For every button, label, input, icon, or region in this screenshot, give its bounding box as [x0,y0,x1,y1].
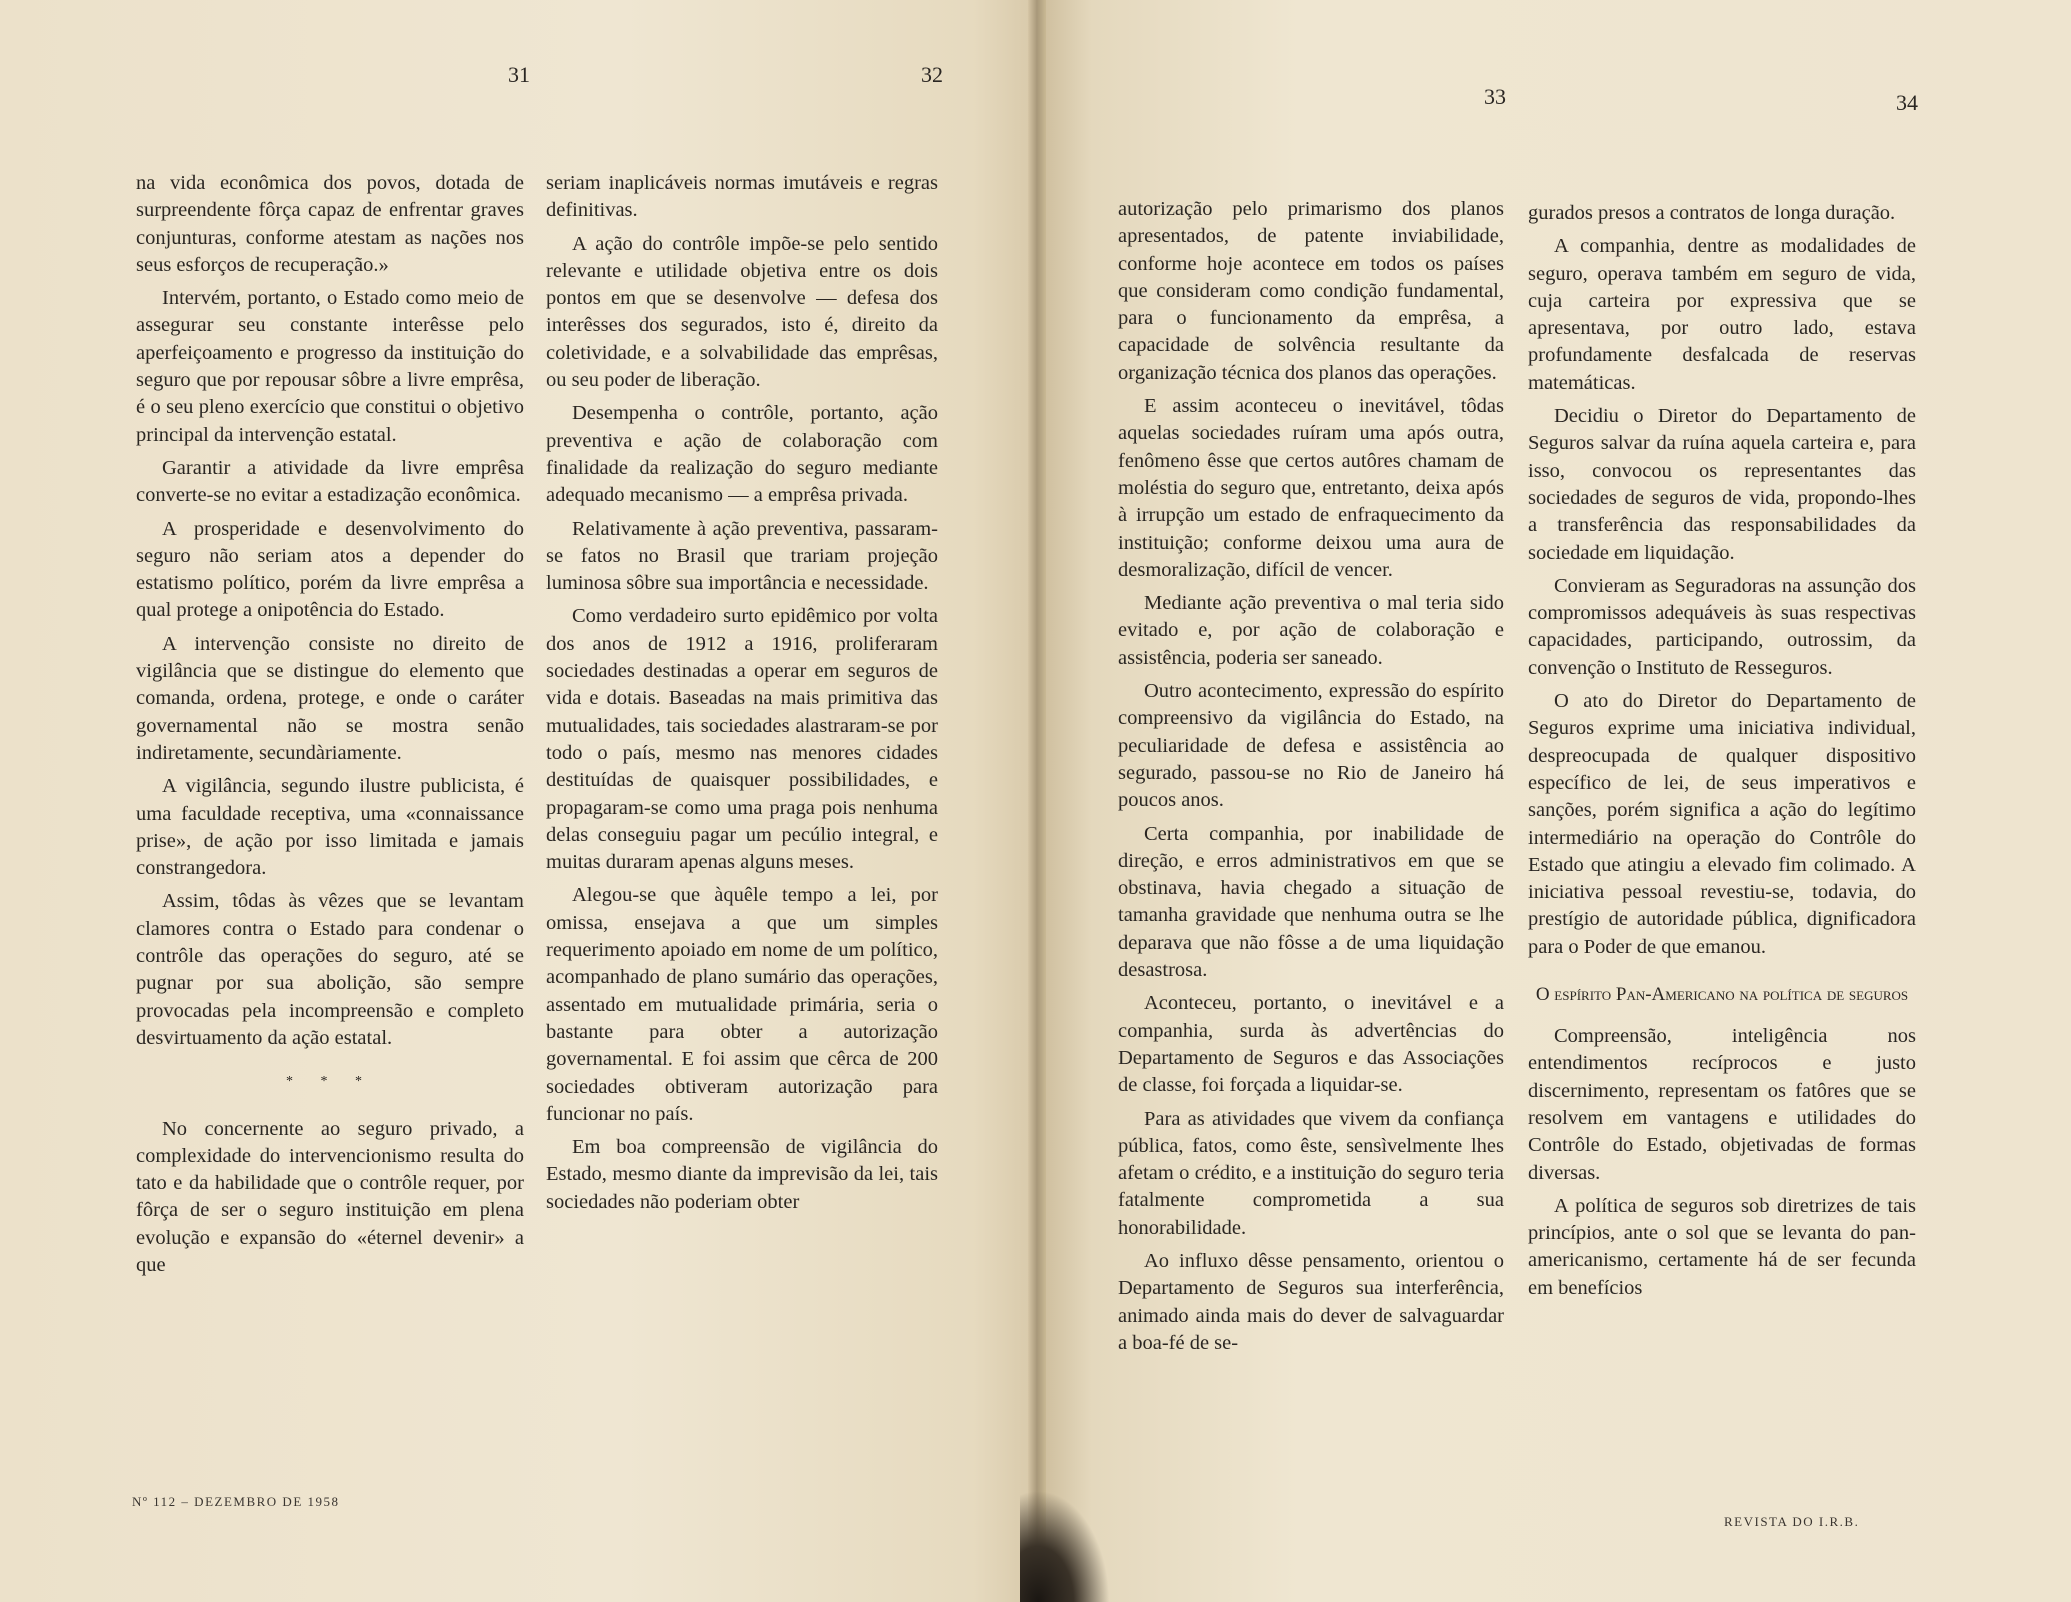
paragraph: Certa companhia, por inabilidade de direção, e erros administrativos em que se obstinava, havia chegado a situação de tamanha gravidade que nenhuma outra se lhe deparava que não fôsse a de uma liquidação desastrosa. [1118,822,1504,982]
paragraph: Intervém, portanto, o Estado como meio de assegurar seu constante interêsse pelo aperfeiçoamento e progresso da instituição do seguro que por repousar sôbre a livre emprêsa, é o seu pleno exercício que constitui o objetivo principal da intervenção estatal. [136,287,524,446]
gutter-shadow [1020,1490,1110,1602]
paragraph: A intervenção consiste no direito de vigilância que se distingue do elemento que comanda, ordena, protege, e onde o caráter governamental não se mostra senão indiretamente, secundàriamente. [136,632,524,764]
page-number-33: 33 [1484,84,1506,109]
page-number-31: 31 [508,62,530,87]
paragraph: O ato do Diretor do Departamento de Seguros exprime uma iniciativa individual, despreocupada de qualquer dispositivo específico de lei, de seus imperativos e sanções, porém significa a ação do legítimo intermediário na operação do Contrôle do Estado que atingiu a elevado fim colimado. A iniciativa pessoal revestiu-se, todavia, do prestígio de autoridade pública, dignificadora para o Poder de que emanou. [1528,690,1916,958]
page-33-column [1118,196,1504,1363]
paragraph: Ao influxo dêsse pensamento, orientou o Departamento de Seguros sua interferência, animado ainda mais do dever de salvaguardar a boa-fé de se- [1118,1249,1504,1354]
paragraph: Em boa compreensão de vigilância do Estado, mesmo diante da imprevisão da lei, tais sociedades não poderiam obter [546,1136,938,1213]
paragraph: Mediante ação preventiva o mal teria sido evitado e, por ação de colaboração e assistência, poderia ser saneado. [1118,592,1504,669]
paragraph: Decidiu o Diretor do Departamento de Seguros salvar da ruína aquela carteira e, para isso, convocou os representantes das sociedades de seguros de vida, propondo-lhes a transferência das responsabilidades da sociedade em liquidação. [1528,405,1916,564]
paragraph: A companhia, dentre as modalidades de seguro, operava também em seguro de vida, cuja carteira por expressiva que se apresentava, por outro lado, estava profundamente desfalcada de reservas matemáticas. [1528,235,1916,394]
paragraph: seriam inaplicáveis normas imutáveis e regras definitivas. [546,172,938,222]
page-32-column [546,170,938,1222]
paragraph: A política de seguros sob diretrizes de tais princípios, ante o sol que se levanta do pan-americanismo, certamente há de ser fecunda em benefícios [1528,1194,1916,1299]
paragraph: A vigilância, segundo ilustre publicista, é uma faculdade receptiva, uma «connaissance prise», de ação por isso limitada e jamais constrangedora. [136,775,524,880]
paragraph: gurados presos a contratos de longa duração. [1528,202,1896,224]
journal-footer: REVISTA DO I.R.B. [1724,1514,1860,1529]
page-number-34: 34 [1896,90,1918,115]
paragraph: Convieram as Seguradoras na assunção dos compromissos adequáveis às suas respectivas capacidades, participando, outrossim, da convenção o Instituto de Resseguros. [1528,574,1916,679]
left-leaf [0,0,1035,1602]
right-leaf [1040,0,2071,1602]
paragraph: autorização pelo primarismo dos planos apresentados, de patente inviabilidade, conforme hoje acontece em todos os países que consideram como condição fundamental, para o funcionamento da emprêsa, a capacidade de solvência resultante da organização técnica dos planos das operações. [1118,198,1504,384]
paragraph: Para as atividades que vivem da confiança pública, fatos, como êste, sensìvelmente lhes afetam o crédito, e a instituição do seguro teria fatalmente comprometida a sua honorabilidade. [1118,1107,1504,1239]
paragraph: Outro acontecimento, expressão do espírito compreensivo da vigilância do Estado, na peculiaridade de defesa e assistência ao segurado, passou-se no Rio de Janeiro há poucos anos. [1118,680,1504,812]
issue-footer: Nº 112 – DEZEMBRO DE 1958 [132,1494,340,1509]
page-number-32: 32 [921,62,943,87]
paragraph: E assim aconteceu o inevitável, tôdas aquelas sociedades ruíram uma após outra, fenômeno êsse que certos autôres chamam de moléstia do seguro que, entretanto, deixa após à irrupção um estado de enfraquecimento da instituição; conforme deixou uma aura de desmoralização, difícil de vencer. [1118,395,1504,581]
paragraph: Compreensão, inteligência nos entendimentos recíprocos e justo discernimento, representam os fatôres que se resolvem em vantagens e utilidades do Contrôle do Estado, objetivadas de formas diversas. [1528,1025,1916,1184]
paragraph: Aconteceu, portanto, o inevitável e a companhia, surda às advertências do Departamento de Seguros e das Associações de classe, foi forçada a liquidar-se. [1118,992,1504,1097]
paragraph: Assim, tôdas às vêzes que se levantam clamores contra o Estado para condenar o contrôle das operações do seguro, até se pugnar por sua abolição, são sempre provocadas pela incompreensão e completo desvirtuamento da ação estatal. [136,890,524,1049]
paragraph: A prosperidade e desenvolvimento do seguro não seriam atos a depender do estatismo político, porém da livre emprêsa a qual protege a onipotência do Estado. [136,517,524,622]
section-heading: O espírito Pan-Americano na política de seguros [1535,984,1909,1006]
paragraph: Desempenha o contrôle, portanto, ação preventiva e ação de colaboração com finalidade da realização do seguro mediante adequado mecanismo — a emprêsa privada. [546,402,938,507]
paragraph: na vida econômica dos povos, dotada de surpreendente fôrça capaz de enfrentar graves conjunturas, conforme atestam as nações nos seus esforços de recuperação.» [136,172,524,276]
section-separator: * * * [286,1074,374,1090]
paragraph: Relativamente à ação preventiva, passaram-se fatos no Brasil que trariam projeção luminosa sôbre sua importância e necessidade. [546,517,938,595]
book-gutter [1028,0,1046,1602]
page-31-column [136,170,524,1285]
paragraph: No concernente ao seguro privado, a complexidade do intervencionismo resulta do tato e da habilidade que o contrôle requer, por fôrça de ser o seguro instituição em plena evolução e expansão do «éternel devenir» a que [136,1117,524,1276]
paragraph: A ação do contrôle impõe-se pelo sentido relevante e utilidade objetiva entre os dois pontos em que se desenvolve — defesa dos interêsses dos segurados, isto é, direito da coletividade, e a solvabilidade das emprêsas, ou seu poder de liberação. [546,232,938,392]
paragraph: Alegou-se que àquêle tempo a lei, por omissa, ensejava a que um simples requerimento apoiado em nome de um político, acompanhado de plano sumário das operações, assentado em mutualidade primária, seria o bastante para obter a autorização governamental. E foi assim que cêrca de 200 sociedades obtiveram autorização para funcionar no país. [546,884,938,1125]
page-34-column [1528,200,1916,1308]
paragraph: Garantir a atividade da livre emprêsa converte-se no evitar a estadização econômica. [136,456,524,507]
paragraph: Como verdadeiro surto epidêmico por volta dos anos de 1912 a 1916, proliferaram sociedades destinadas a operar em seguros de vida e dotais. Baseadas na mais primitiva das mutualidades, tais sociedades alastraram-se por todo o país, mesmo nas menores cidades destituídas de quaisquer possibilidades, e propagaram-se como uma praga pois nenhuma delas conseguiu pagar um pecúlio integral, e muitas duraram apenas alguns meses. [546,605,938,874]
